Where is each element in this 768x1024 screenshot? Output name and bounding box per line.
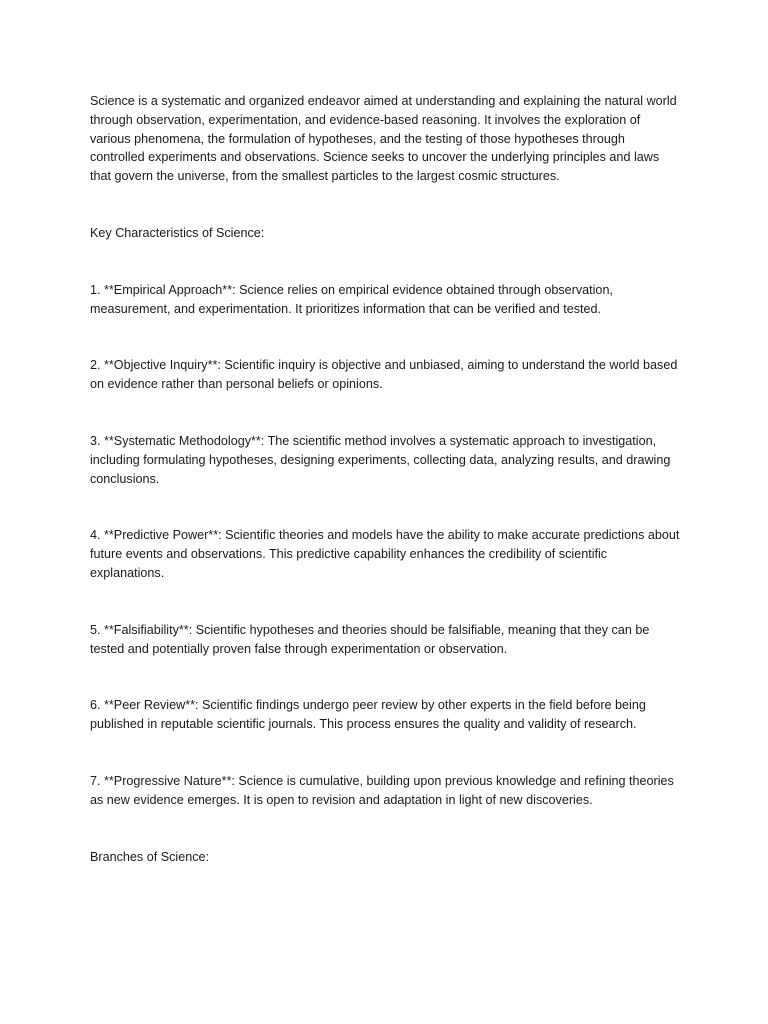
document-page	[90, 92, 680, 904]
list-item: 7. **Progressive Nature**: Science is cumulative, building upon previous knowledge and refining theories as new evidence emerges. It is open to revision and adaptation in light of new discoveries.	[90, 773, 674, 807]
list-item: 6. **Peer Review**: Scientific findings undergo peer review by other experts in the field before being published in reputable scientific journals. This process ensures the quality and validity of research.	[90, 698, 646, 732]
branches-heading: Branches of Science:	[90, 849, 210, 864]
list-item: 2. **Objective Inquiry**: Scientific inquiry is objective and unbiased, aiming to understand the world based on evidence rather than personal beliefs or opinions.	[90, 358, 678, 392]
list-item: 1. **Empirical Approach**: Science relies on empirical evidence obtained through observation, measurement, and experimentation. It prioritizes information that can be verified and tested.	[90, 282, 613, 316]
list-item: 4. **Predictive Power**: Scientific theories and models have the ability to make accurate predictions about future events and observations. This predictive capability enhances the credibility of scientific explanations.	[90, 528, 680, 580]
key-characteristics-heading: Key Characteristics of Science:	[90, 225, 265, 240]
list-item: 3. **Systematic Methodology**: The scientific method involves a systematic approach to investigation, including formulating hypotheses, designing experiments, collecting data, analyzing results, and drawing conclusions.	[90, 433, 671, 486]
intro-paragraph: Science is a systematic and organized endeavor aimed at understanding and explaining the natural world through observation, experimentation, and evidence-based reasoning. It involves the exploration of various phenomena, the formulation of hypotheses, and the testing of those hypotheses through controlled experiments and observations. Science seeks to uncover the underlying principles and laws that govern the universe, from the smallest particles to the largest cosmic structures.	[90, 94, 677, 184]
list-item: 5. **Falsifiability**: Scientific hypotheses and theories should be falsifiable, meaning that they can be tested and potentially proven false through experimentation or observation.	[90, 622, 650, 656]
